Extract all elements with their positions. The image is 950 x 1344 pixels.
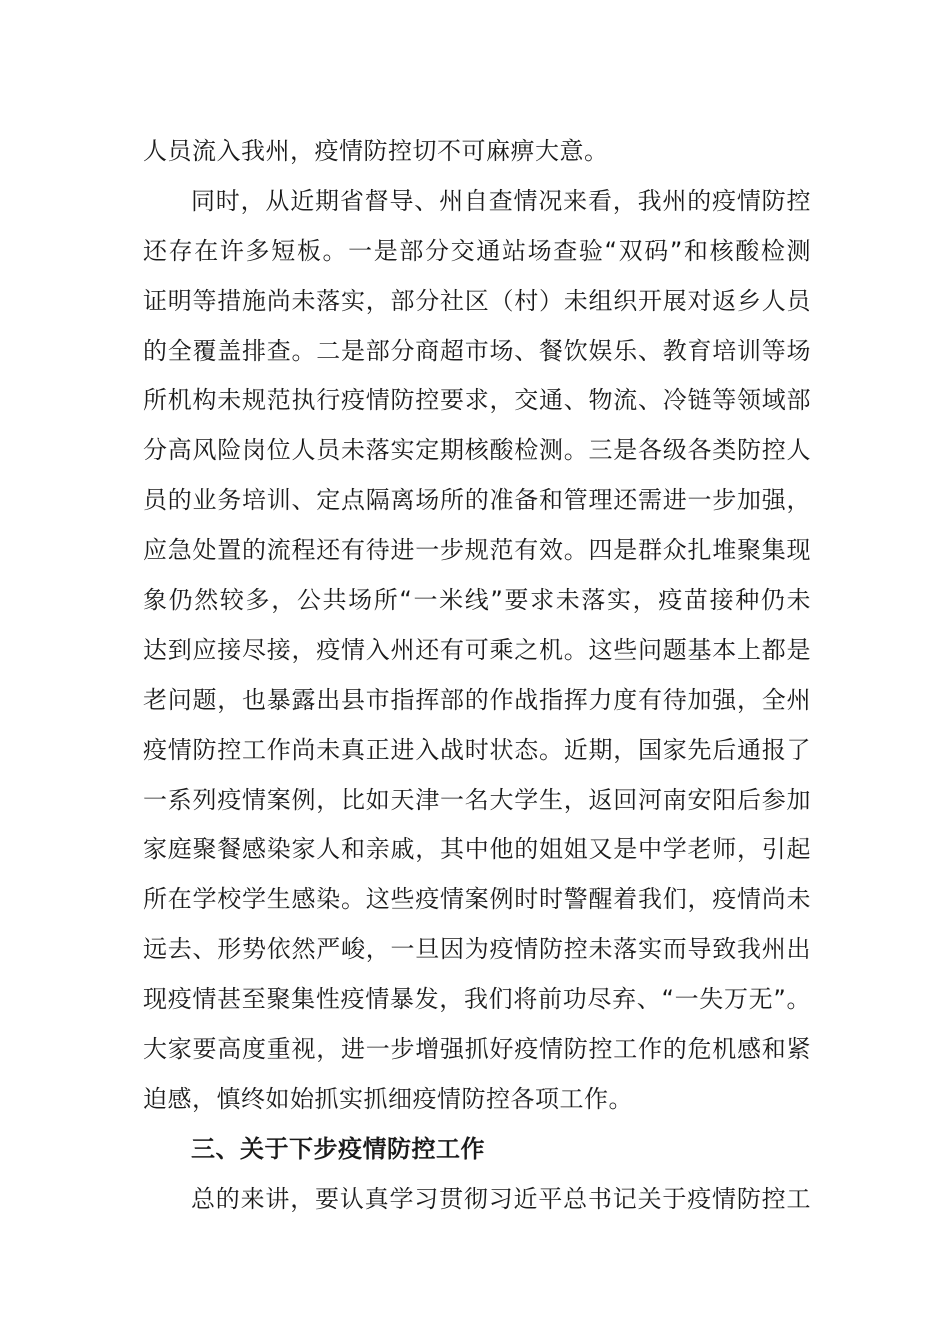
text-line: 象仍然较多，公共场所“一米线”要求未落实，疫苗接种仍未 [143,586,811,615]
text-line: 还存在许多短板。一是部分交通站场查验“双码”和核酸检测 [143,236,811,265]
text-line: 的全覆盖排查。二是部分商超市场、餐饮娱乐、教育培训等场 [143,336,811,365]
text-line: 达到应接尽接，疫情入州还有可乘之机。这些问题基本上都是 [143,635,811,664]
text-line: 家庭聚餐感染家人和亲戚，其中他的姐姐又是中学老师，引起 [143,835,811,864]
text-line: 疫情防控工作尚未真正进入战时状态。近期，国家先后通报了 [143,735,811,764]
text-line: 应急处置的流程还有待进一步规范有效。四是群众扎堆聚集现 [143,536,811,565]
text-line: 现疫情甚至聚集性疫情暴发，我们将前功尽弃、“一失万无”。 [143,985,811,1014]
text-line: 远去、形势依然严峻，一旦因为疫情防控未落实而导致我州出 [143,935,811,964]
text-line: 分高风险岗位人员未落实定期核酸检测。三是各级各类防控人 [143,436,811,465]
section-heading: 三、关于下步疫情防控工作 [191,1134,485,1163]
text-line: 人员流入我州，疫情防控切不可麻痹大意。 [143,137,609,165]
text-line: 员的业务培训、定点隔离场所的准备和管理还需进一步加强， [143,486,811,515]
body-text [143,127,811,1225]
text-line: 一系列疫情案例，比如天津一名大学生，返回河南安阳后参加 [143,785,811,814]
text-line: 迫感，慎终如始抓实抓细疫情防控各项工作。 [143,1084,633,1113]
text-line: 老问题，也暴露出县市指挥部的作战指挥力度有待加强，全州 [143,685,811,714]
text-line: 所机构未规范执行疫情防控要求，交通、物流、冷链等领域部 [143,386,811,415]
text-line: 证明等措施尚未落实，部分社区（村）未组织开展对返乡人员 [143,286,811,315]
text-line: 大家要高度重视，进一步增强抓好疫情防控工作的危机感和紧 [143,1035,811,1064]
text-line: 所在学校学生感染。这些疫情案例时时警醒着我们，疫情尚未 [143,885,811,914]
text-line: 总的来讲，要认真学习贯彻习近平总书记关于疫情防控工 [191,1184,811,1213]
text-line: 同时，从近期省督导、州自查情况来看，我州的疫情防控 [191,186,811,215]
